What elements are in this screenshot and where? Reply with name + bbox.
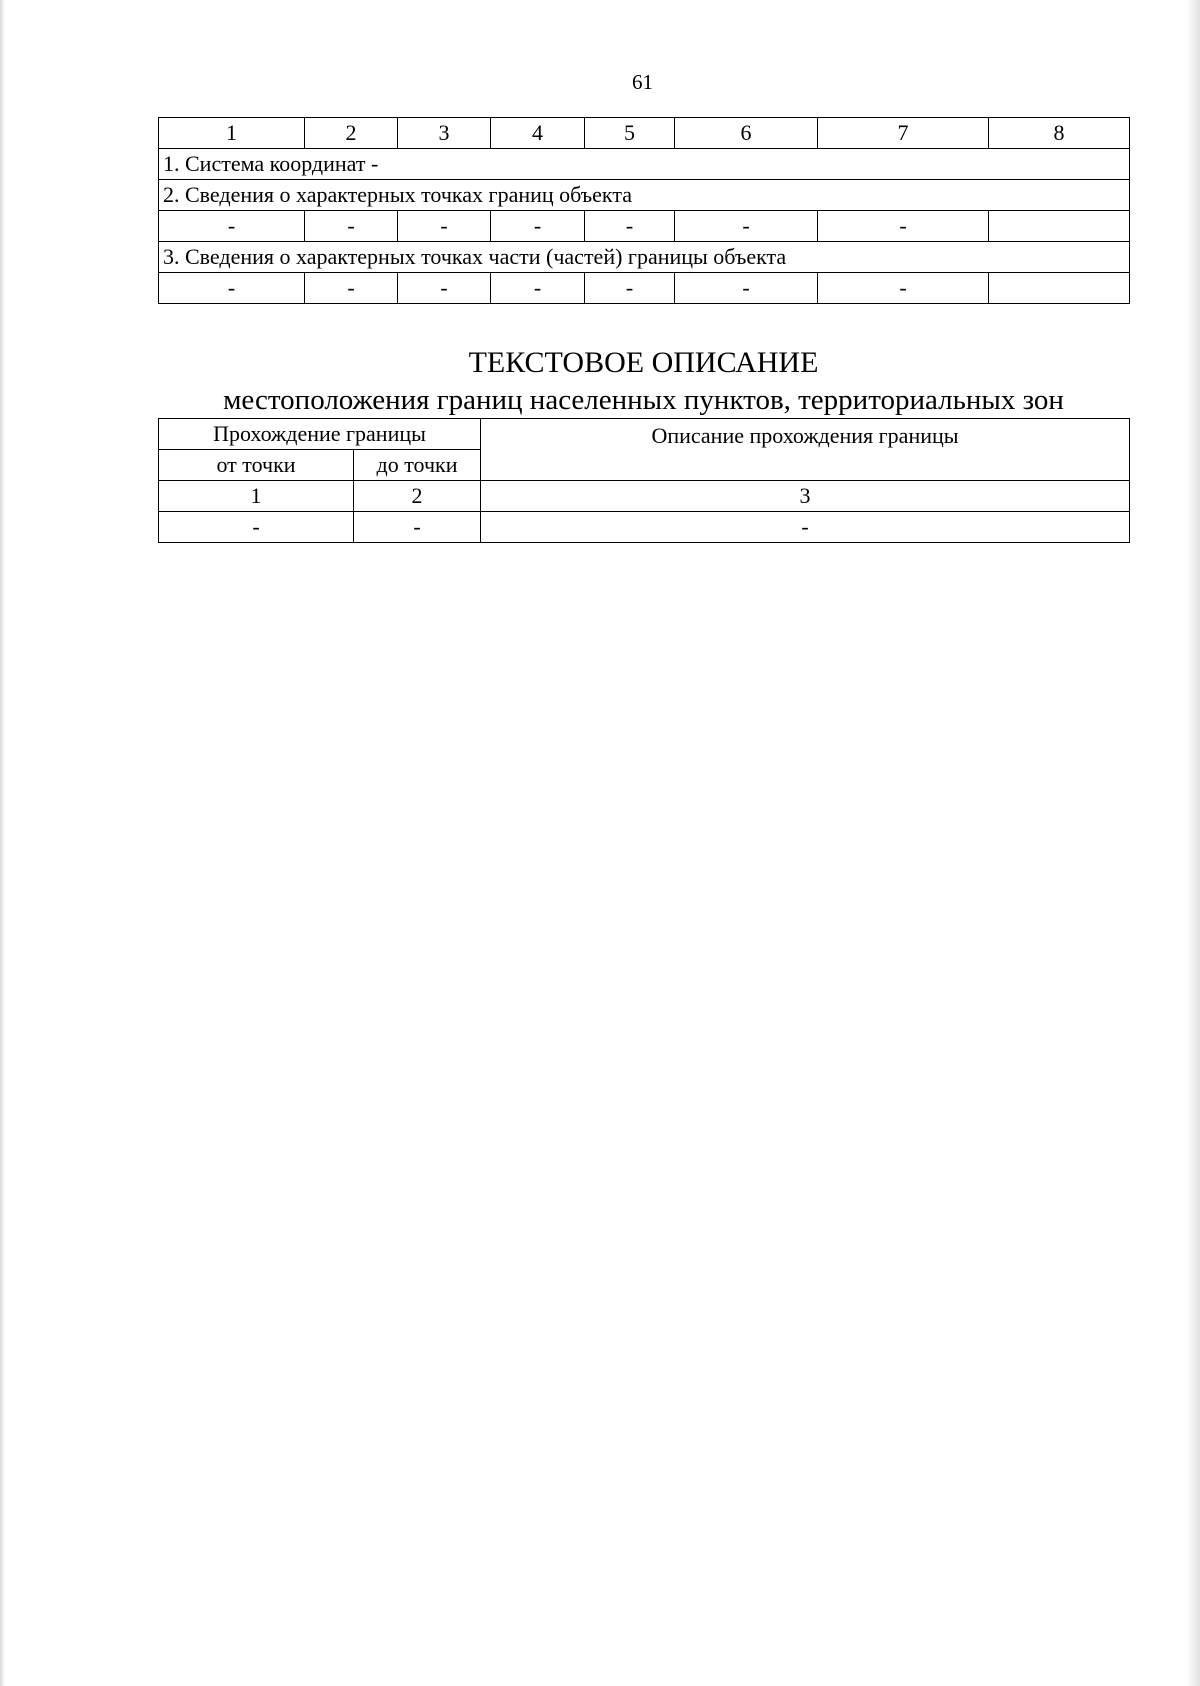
table-cell: -	[159, 273, 305, 304]
section-subtitle: местоположения границ населенных пунктов, территориальных зон	[223, 384, 1064, 416]
scan-edge-right	[1186, 0, 1200, 1686]
coords-header-cell: 2	[305, 118, 398, 149]
coords-header-cell: 3	[398, 118, 491, 149]
boundary-description-table	[158, 418, 1130, 543]
coordinates-table	[158, 117, 1130, 304]
section-title: ТЕКСТОВОЕ ОПИСАНИЕ	[468, 346, 819, 379]
column-number-cell: 1	[159, 481, 354, 512]
coords-header-cell: 8	[989, 118, 1130, 149]
table-cell: -	[354, 512, 481, 543]
table-cell: -	[159, 211, 305, 242]
coords-header-cell: 1	[159, 118, 305, 149]
table-cell: -	[818, 211, 989, 242]
table-cell: -	[675, 211, 818, 242]
column-number-cell: 3	[481, 481, 1130, 512]
boundary-description-header: Описание прохождения границы	[481, 419, 1130, 481]
table-cell: -	[818, 273, 989, 304]
table-cell: -	[398, 273, 491, 304]
table-cell: -	[491, 211, 585, 242]
coordinate-system-label: 1. Система координат -	[159, 149, 1130, 180]
table-cell	[989, 273, 1130, 304]
coords-header-row	[159, 118, 1130, 149]
table-cell: -	[491, 273, 585, 304]
coords-section-2-row	[159, 180, 1130, 211]
part-boundary-points-label: 3. Сведения о характерных точках части (частей) границы объекта	[159, 242, 1130, 273]
boundary-passage-header: Прохождение границы	[159, 419, 481, 450]
scan-edge-left	[0, 0, 5, 1686]
table-row	[159, 512, 1130, 543]
table-cell: -	[481, 512, 1130, 543]
table-cell: -	[398, 211, 491, 242]
desc-header-row	[159, 419, 1130, 450]
table-cell: -	[305, 273, 398, 304]
desc-numbering-row	[159, 481, 1130, 512]
coords-header-cell: 7	[818, 118, 989, 149]
coords-header-cell: 6	[675, 118, 818, 149]
table-cell: -	[159, 512, 354, 543]
table-cell: -	[305, 211, 398, 242]
coords-section-1-row	[159, 149, 1130, 180]
coords-section-3-row	[159, 242, 1130, 273]
from-point-header: от точки	[159, 450, 354, 481]
coords-header-cell: 4	[491, 118, 585, 149]
table-cell	[989, 211, 1130, 242]
column-number-cell: 2	[354, 481, 481, 512]
table-cell: -	[585, 273, 675, 304]
page-number: 61	[632, 70, 653, 94]
table-row	[159, 273, 1130, 304]
coords-header-cell: 5	[585, 118, 675, 149]
table-cell: -	[585, 211, 675, 242]
table-cell: -	[675, 273, 818, 304]
table-row	[159, 211, 1130, 242]
to-point-header: до точки	[354, 450, 481, 481]
boundary-points-label: 2. Сведения о характерных точках границ объекта	[159, 180, 1130, 211]
